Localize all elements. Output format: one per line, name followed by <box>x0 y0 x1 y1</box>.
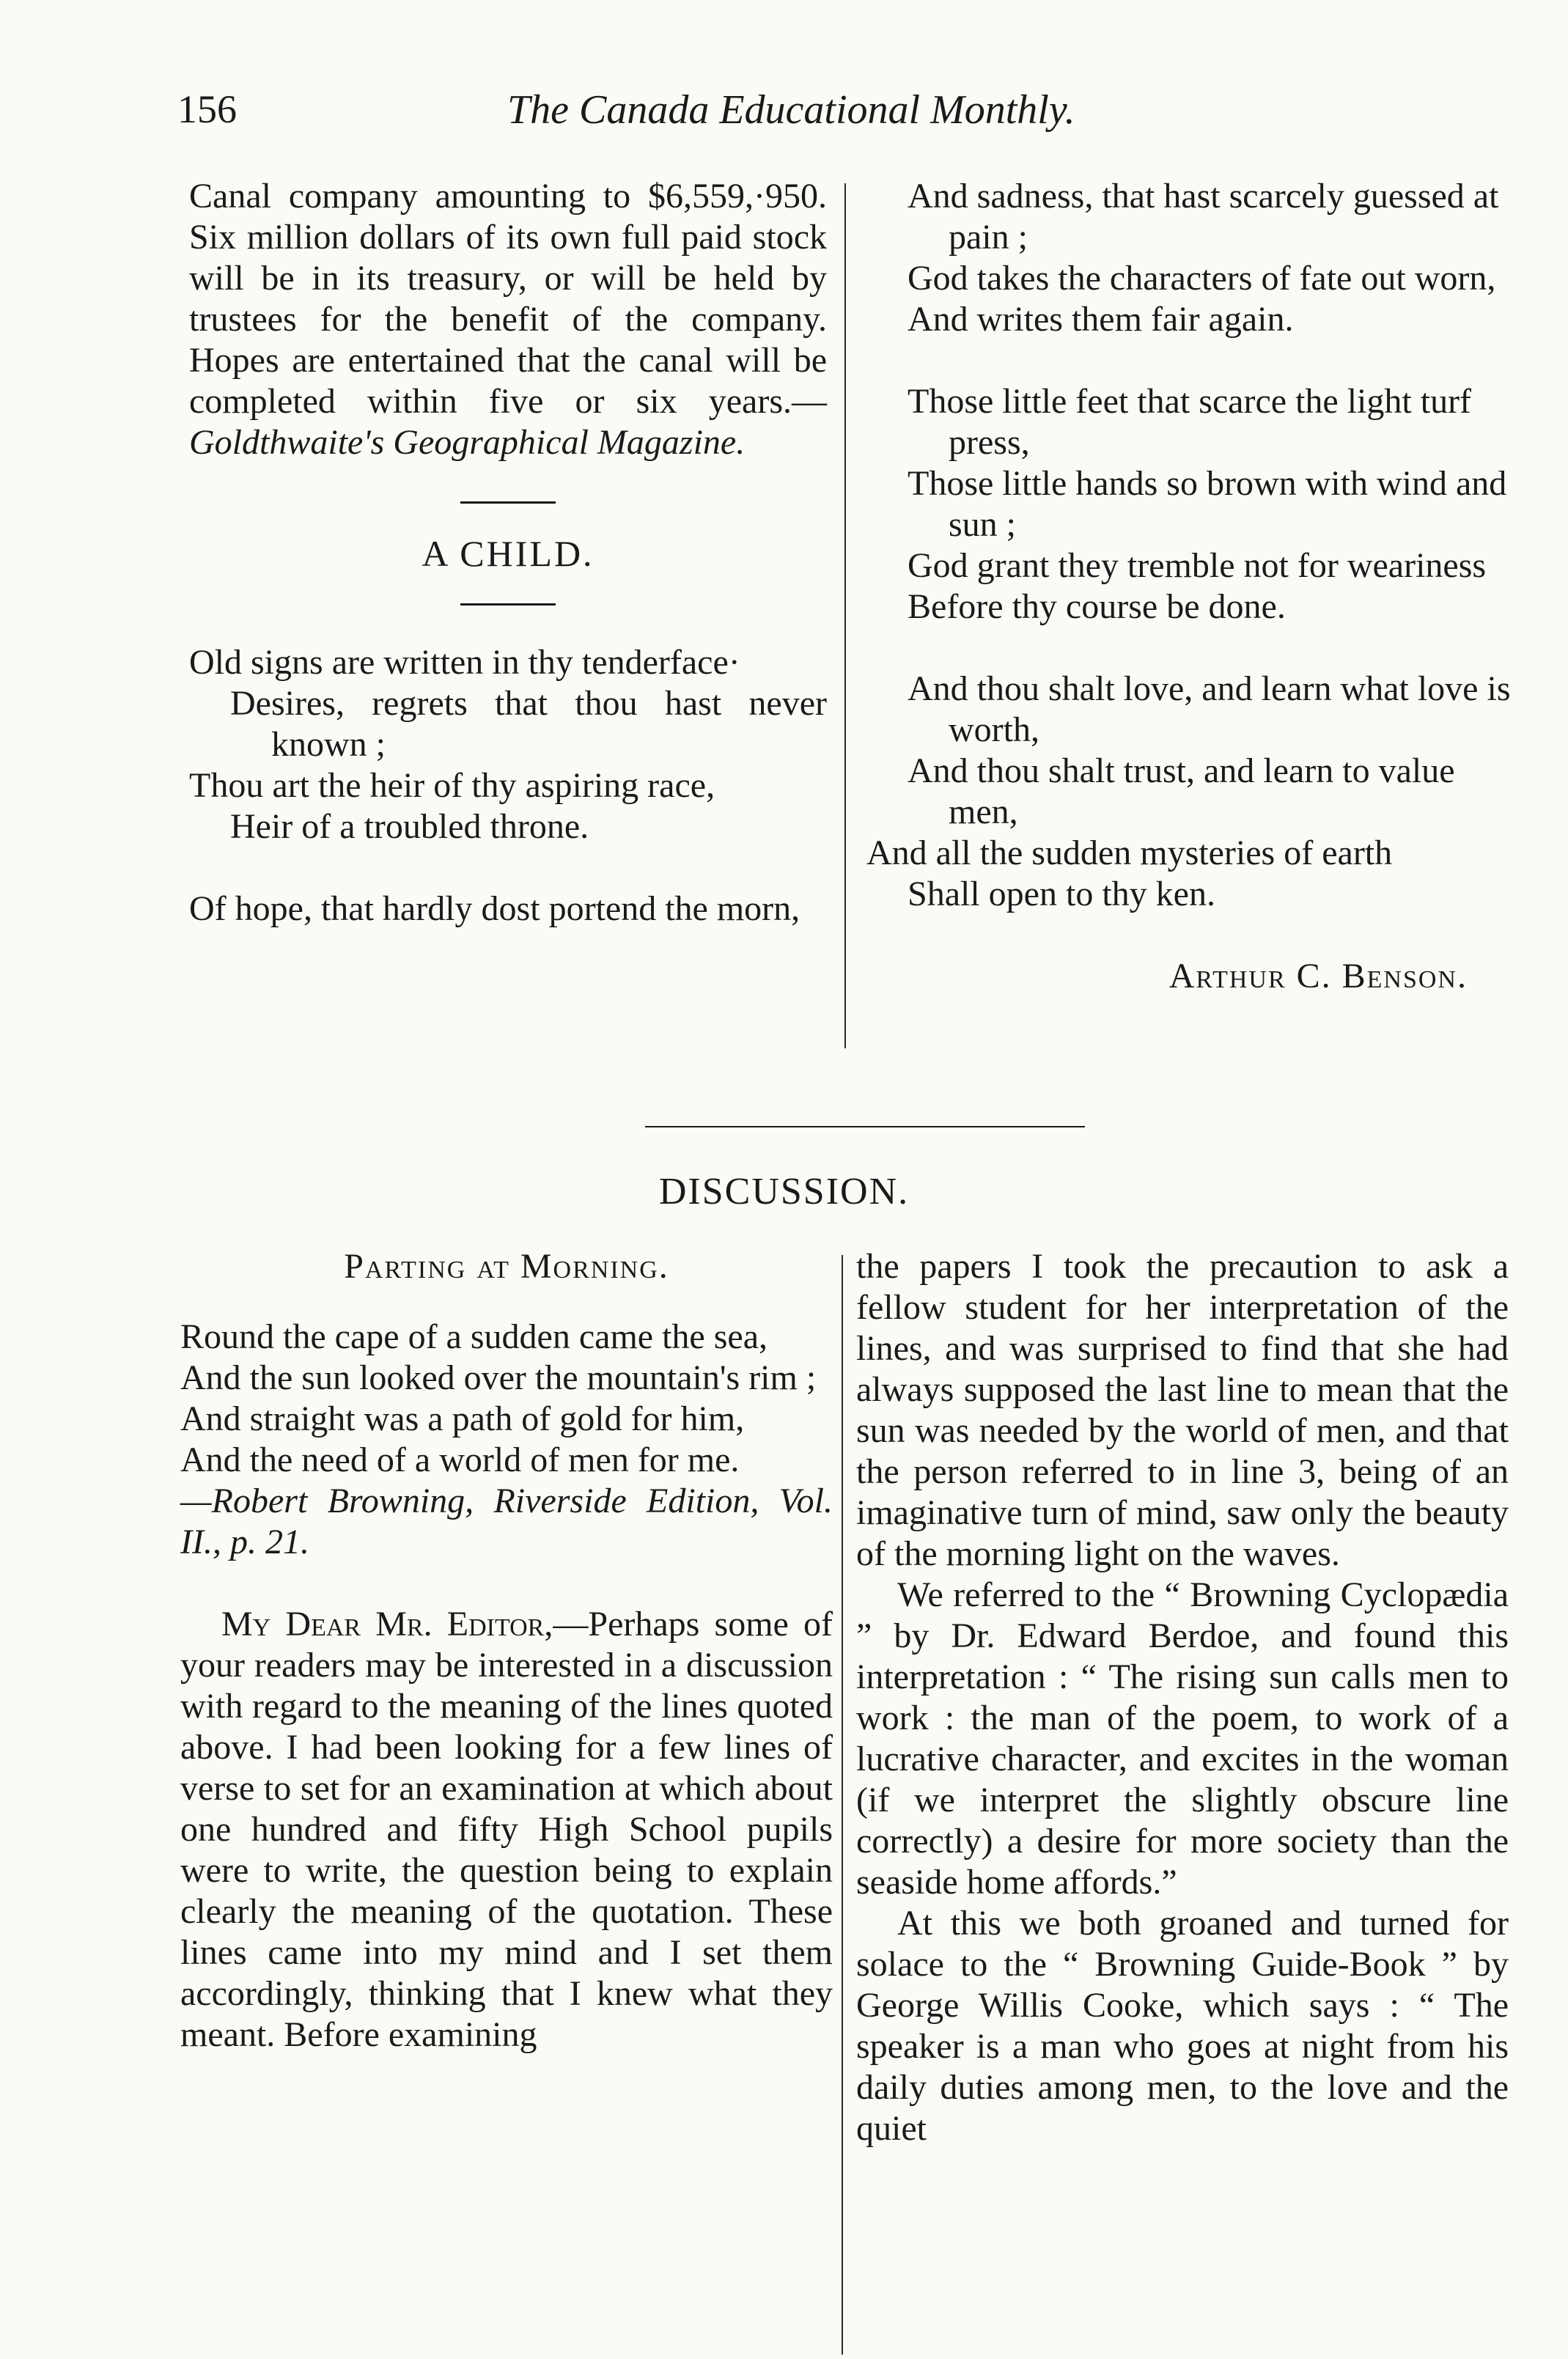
discussion-heading: DISCUSSION. <box>658 1171 910 1212</box>
poem-line: And thou shalt love, and learn what love is worth, <box>908 669 1511 749</box>
quoted-poem-title: Parting at Morning. <box>344 1247 669 1286</box>
poem-stanza-2-end <box>866 176 1512 340</box>
poem-stanza-3 <box>866 381 1512 628</box>
poem-line: Before thy course be done. <box>908 587 1286 626</box>
source-dash: — <box>792 382 827 421</box>
poem-line: Desires, regrets that thou hast never known ; <box>230 684 827 764</box>
page-number: 156 <box>177 87 237 131</box>
poem-line: Heir of a troubled throne. <box>230 807 589 846</box>
running-title: The Canada Educational Monthly. <box>507 87 1075 133</box>
letter-paragraph-3: At this we both groaned and turned for solace to the “ Browning Guide-Book ” by George Willis Cooke, which says : “ The speaker is a man who goes at night from his daily duties among men, to the love and the quiet <box>856 1904 1509 2148</box>
quote-line: And the sun looked over the mountain's rim ; <box>180 1358 817 1397</box>
section-divider <box>645 1126 1085 1127</box>
poem-line: And writes them fair again. <box>908 300 1294 339</box>
quote-line: And straight was a path of gold for him, <box>180 1399 745 1438</box>
page-header <box>177 87 1321 145</box>
poem-line: God grant they tremble not for weariness <box>908 546 1487 585</box>
article-ending <box>189 176 827 463</box>
poem-line: And thou shalt trust, and learn to value men, <box>908 751 1455 831</box>
poem-line: And all the sudden mysteries of earth <box>866 833 1393 872</box>
poem-line: God takes the characters of fate out worn, <box>908 259 1496 298</box>
quote-reference: —Robert Browning, Riverside Edition, Vol. II., p. 21. <box>180 1482 833 1561</box>
poem-title: A CHILD. <box>422 533 595 574</box>
poem-line: Old signs are written in thy tenderface· <box>189 643 740 682</box>
title-rule-top <box>460 501 556 504</box>
column-divider-bottom <box>842 1255 843 2355</box>
salutation: My Dear Mr. Editor, <box>221 1605 553 1644</box>
poem-line: Those little hands so brown with wind and sun ; <box>908 464 1507 544</box>
letter-paragraph-2: We referred to the “ Browning Cyclopædia ” by Dr. Edward Berdoe, and found this interpretation : “ The rising sun calls men to work : the man of the poem, to work of a lucrative character, and excites in the woman (if we interpret the slightly obscure line correctly) a desire for more society than the seaside home affords.” <box>856 1575 1509 1902</box>
quote-line: And the need of a world of men for me. <box>180 1440 740 1479</box>
poem-line: Those little feet that scarce the light turf press, <box>908 382 1472 462</box>
poem-line: And sadness, that hast scarcely guessed at pain ; <box>908 177 1499 257</box>
poem-line: Shall open to thy ken. <box>908 875 1215 913</box>
source-citation: Goldthwaite's Geographical Magazine. <box>189 423 746 462</box>
bottom-right-column <box>856 1246 1509 2149</box>
top-left-column <box>189 176 827 930</box>
poem-line: Of hope, that hardly dost portend the morn, <box>189 889 800 928</box>
poem-stanza-1 <box>189 642 827 847</box>
quote-line: Round the cape of a sudden came the sea, <box>180 1317 768 1356</box>
poem-stanza-4 <box>866 669 1512 915</box>
letter-paragraph-1-text: —Perhaps some of your readers may be interested in a discussion with regard to the meaning of the lines quoted above. I had been looking for a few lines of verse to set for an examination at which about one hundred and fifty High School pupils were to write, the question being to explain clearly the meaning of the quotation. These lines came into my mind and I set them accordingly, thinking that I knew what they meant. Before examining <box>180 1605 833 2054</box>
poem-stanza-2-start <box>189 888 827 930</box>
top-right-column <box>866 176 1512 997</box>
bottom-left-column <box>180 1246 833 2056</box>
article-ending-text: Canal company amounting to $6,559,·950. Six million dollars of its own full paid stock will be in its treasury, or will be held by trustees for the benefit of the company. Hopes are entertained that the canal will be completed within five or six years. <box>189 177 827 421</box>
letter-paragraph-1 <box>180 1604 833 2056</box>
column-divider-top <box>844 183 846 1048</box>
letter-paragraph-1-continued: the papers I took the precaution to ask a fellow student for her interpretation of the lines, and was surprised to find that she had always supposed the last line to mean that the sun was needed by the world of men, and that the person referred to in line 3, being of an imaginative turn of mind, saw only the beauty of the morning light on the waves. <box>856 1247 1509 1573</box>
poem-author: Arthur C. Benson. <box>1168 957 1468 996</box>
poem-line: Thou art the heir of thy aspiring race, <box>189 766 715 805</box>
